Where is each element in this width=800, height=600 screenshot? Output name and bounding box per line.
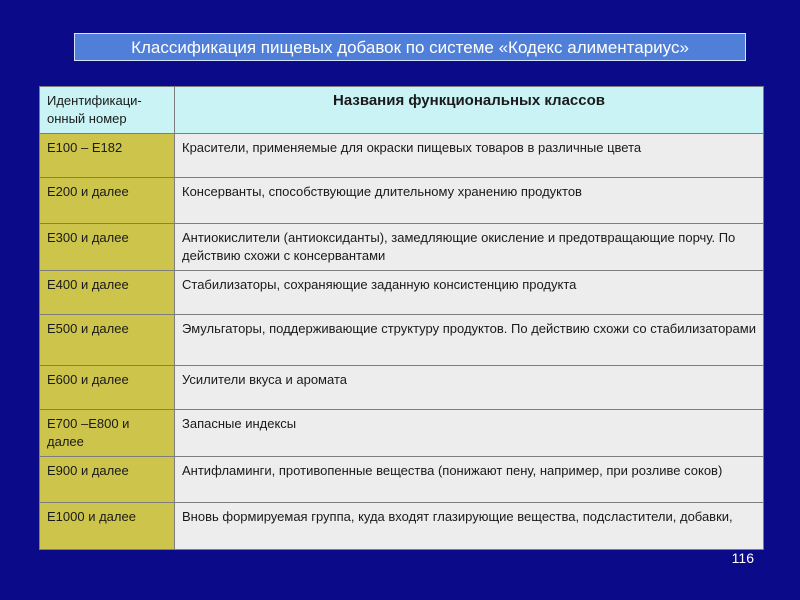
table-row — [40, 178, 764, 224]
table-row — [40, 134, 764, 178]
row-code: Е100 – Е182 — [40, 134, 175, 178]
row-code: Е400 и далее — [40, 271, 175, 315]
header-code: Идентификаци-онный номер — [40, 87, 175, 134]
table-row — [40, 315, 764, 366]
table-row — [40, 457, 764, 503]
row-code: Е300 и далее — [40, 224, 175, 271]
row-name: Вновь формируемая группа, куда входят глазирующие вещества, подсластители, добавки, — [175, 503, 764, 550]
row-code: Е600 и далее — [40, 366, 175, 410]
table-row — [40, 224, 764, 271]
table-row — [40, 366, 764, 410]
row-code: Е1000 и далее — [40, 503, 175, 550]
row-name: Усилители вкуса и аромата — [175, 366, 764, 410]
additives-table — [39, 86, 764, 550]
page-number: 116 — [731, 550, 754, 566]
row-name: Антиокислители (антиоксиданты), замедляющие окисление и предотвращающие порчу. По действию схожи с консервантами — [175, 224, 764, 271]
row-name: Запасные индексы — [175, 410, 764, 457]
row-name: Эмульгаторы, поддерживающие структуру продуктов. По действию схожи со стабилизаторами — [175, 315, 764, 366]
row-name: Консерванты, способствующие длительному хранению продуктов — [175, 178, 764, 224]
row-code: Е200 и далее — [40, 178, 175, 224]
table-row — [40, 503, 764, 550]
row-code: Е700 –Е800 и далее — [40, 410, 175, 457]
header-name: Названия функциональных классов — [175, 87, 764, 134]
row-code: Е500 и далее — [40, 315, 175, 366]
row-name: Антифламинги, противопенные вещества (понижают пену, например, при розливе соков) — [175, 457, 764, 503]
row-name: Красители, применяемые для окраски пищевых товаров в различные цвета — [175, 134, 764, 178]
table-row — [40, 271, 764, 315]
table-row — [40, 410, 764, 457]
row-name: Стабилизаторы, сохраняющие заданную консистенцию продукта — [175, 271, 764, 315]
slide-title: Классификация пищевых добавок по системе «Кодекс алиментариус» — [74, 33, 746, 61]
row-code: Е900 и далее — [40, 457, 175, 503]
